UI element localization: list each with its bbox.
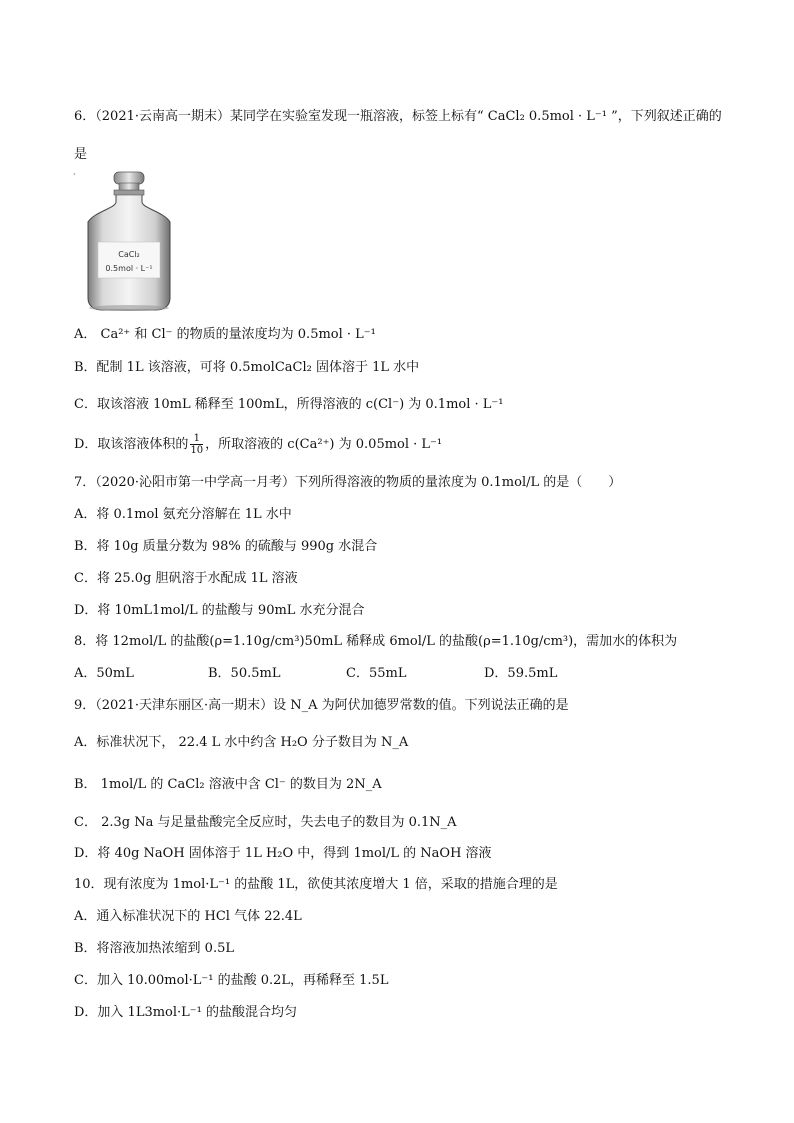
q6-option-b: B．配制 1L 该溶液，可将 0.5molCaCl₂ 固体溶于 1L 水中 [74, 360, 420, 375]
q10-option-a: A．通入标准状况下的 HCl 气体 22.4L [74, 909, 302, 924]
q9-stem: 9．（2021·天津东丽区·高一期末）设 N_A 为阿伏加德罗常数的值。下列说法正确的是 [74, 698, 569, 713]
reagent-bottle-image [74, 170, 184, 312]
q9-option-d: D．将 40g NaOH 固体溶于 1L H₂O 中，得到 1mol/L 的 NaOH 溶液 [74, 846, 492, 861]
q6-option-d-prefix: D．取该溶液体积的 [74, 437, 189, 452]
q7-option-b: B．将 10g 质量分数为 98% 的硫酸与 990g 水混合 [74, 539, 378, 554]
q10-option-c: C．加入 10.00mol·L⁻¹ 的盐酸 0.2L，再稀释至 1.5L [74, 973, 389, 988]
q9-option-a: A．标准状况下， 22.4 L 水中约含 H₂O 分子数目为 N_A [74, 735, 409, 750]
bottle-icon [74, 170, 184, 312]
q7-option-a: A．将 0.1mol 氨充分溶解在 1L 水中 [74, 507, 292, 522]
q9-option-c: C． 2.3g Na 与足量盐酸完全反应时，失去电子的数目为 0.1N_A [74, 815, 457, 830]
q8-option-c: C．55mL [346, 666, 407, 681]
q6-tick-mark: ﾞ [73, 173, 77, 182]
q8-option-d: D．59.5mL [484, 666, 558, 681]
q6-option-d [74, 433, 442, 456]
q6-option-c: C．取该溶液 10mL 稀释至 100mL，所得溶液的 c(Cl⁻) 为 0.1mol · L⁻¹ [74, 397, 504, 412]
q8-option-b: B．50.5mL [208, 666, 281, 681]
fraction-one-tenth [190, 433, 203, 456]
q10-option-b: B．将溶液加热浓缩到 0.5L [74, 941, 234, 956]
fraction-denominator: 10 [190, 445, 204, 456]
q7-stem: 7．（2020·沁阳市第一中学高一月考）下列所得溶液的物质的量浓度为 0.1mol/L 的是（ ） [74, 475, 622, 490]
q9-option-b: B． 1mol/L 的 CaCl₂ 溶液中含 Cl⁻ 的数目为 2N_A [74, 777, 382, 792]
q10-stem: 10．现有浓度为 1mol·L⁻¹ 的盐酸 1L，欲使其浓度增大 1 倍，采取的措施合理的是 [74, 877, 558, 892]
fraction-numerator: 1 [190, 433, 203, 445]
bottle-label-concentration: 0.5mol · L⁻¹ [105, 264, 153, 273]
q6-option-d-suffix: ，所取溶液的 c(Ca²⁺) 为 0.05mol · L⁻¹ [205, 437, 443, 452]
q7-option-c: C．将 25.0g 胆矾溶于水配成 1L 溶液 [74, 571, 298, 586]
q6-stem-line2: 是 [74, 147, 88, 162]
q10-option-d: D．加入 1L3mol·L⁻¹ 的盐酸混合均匀 [74, 1005, 298, 1020]
q6-stem-line1: 6．（2021·云南高一期末）某同学在实验室发现一瓶溶液，标签上标有“ CaCl₂ 0.5mol · L⁻¹ ”，下列叙述正确的 [74, 109, 722, 124]
q6-option-a: A． Ca²⁺ 和 Cl⁻ 的物质的量浓度均为 0.5mol · L⁻¹ [74, 327, 376, 342]
bottle-label-formula: CaCl₂ [118, 250, 140, 259]
q8-option-a: A．50mL [74, 666, 134, 681]
q8-stem: 8．将 12mol/L 的盐酸(ρ=1.10g/cm³)50mL 稀释成 6mol/L 的盐酸(ρ=1.10g/cm³)，需加水的体积为 [74, 634, 678, 649]
q7-option-d: D．将 10mL1mol/L 的盐酸与 90mL 水充分混合 [74, 603, 365, 618]
